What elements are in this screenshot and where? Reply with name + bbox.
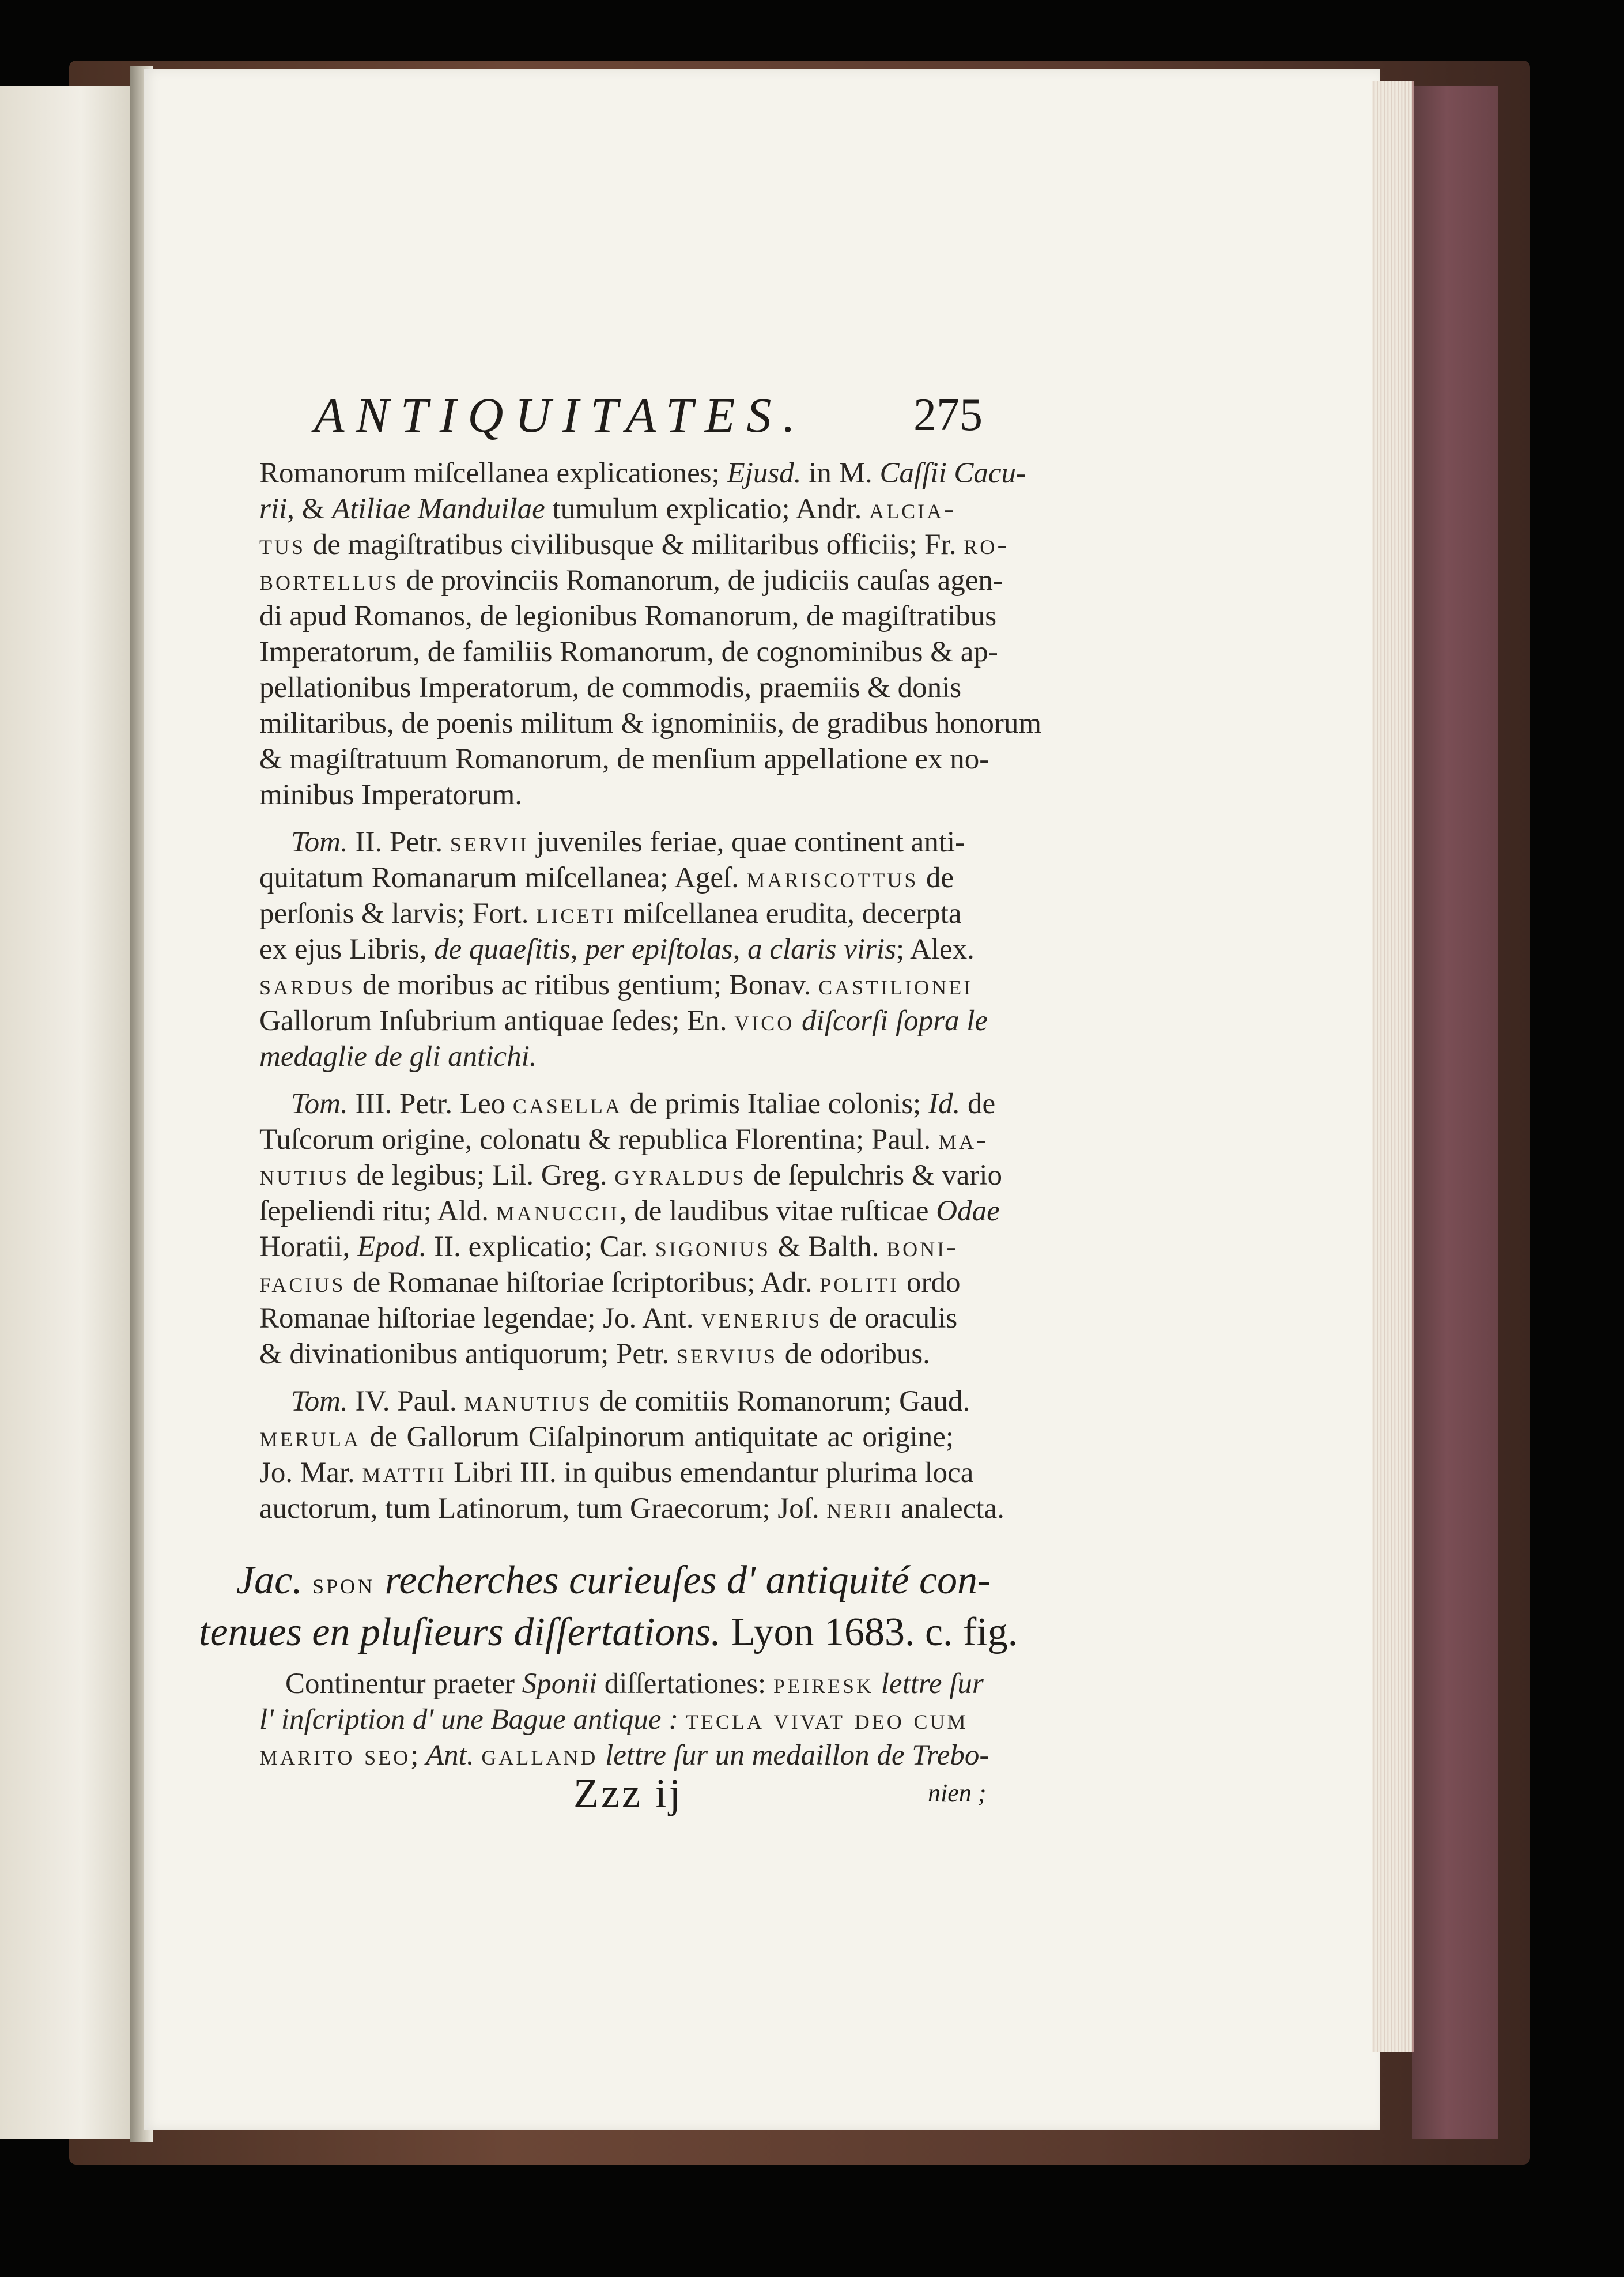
text-line: ſepeliendi ritu; Ald. manuccii, de laudibus vitae ruſticae Odae — [259, 1195, 1000, 1227]
text-line: Gallorum Inſubrium antiquae ſedes; En. vico diſcorſi ſopra le — [259, 1005, 988, 1037]
page-edges — [1372, 81, 1414, 2052]
text-line: auctorum, tum Latinorum, tum Graecorum; Joſ. nerii analecta. — [259, 1492, 1004, 1525]
text-line: Tom. IV. Paul. manutius de comitiis Romanorum; Gaud. — [291, 1385, 970, 1418]
text-line: ex ejus Libris, de quaeſitis, per epiſtolas, a claris viris; Alex. — [259, 933, 975, 966]
cover-edge — [1412, 86, 1498, 2139]
text-line: Tuſcorum origine, colonatu & republica Florentina; Paul. ma- — [259, 1124, 989, 1156]
text-line: perſonis & larvis; Fort. liceti miſcellanea erudita, decerpta — [259, 898, 962, 930]
page-number: 275 — [913, 390, 983, 440]
text-line: militaribus, de poenis militum & ignominiis, de gradibus honorum — [259, 707, 1042, 740]
text-line: & divinationibus antiquorum; Petr. servius de odoribus. — [259, 1338, 930, 1370]
text-line: merula de Gallorum Ciſalpinorum antiquitate ac origine; — [259, 1421, 954, 1453]
text-line: & magiſtratuum Romanorum, de menſium appellatione ex no- — [259, 743, 989, 775]
text-line: l' inſcription d' une Bague antique : tecla vivat deo cum — [259, 1703, 968, 1736]
text-line: Horatii, Epod. II. explicatio; Car. sigonius & Balth. boni- — [259, 1231, 959, 1263]
text-line: minibus Imperatorum. — [259, 779, 523, 811]
running-title: ANTIQUITATES. — [314, 387, 807, 443]
entry-heading-line: Jac. spon recherches curieuſes d' antiquité con- — [236, 1558, 991, 1603]
text-line: quitatum Romanarum miſcellanea; Ageſ. mariscottus de — [259, 862, 954, 894]
text-line: rii, & Atiliae Manduilae tumulum explicatio; Andr. alcia- — [259, 493, 957, 525]
catchword: nien ; — [928, 1779, 987, 1807]
text-line: Tom. II. Petr. servii juveniles feriae, quae continent anti- — [291, 826, 965, 858]
text-line: Romanorum miſcellanea explicationes; Ejusd. in M. Caſſii Cacu- — [259, 457, 1026, 489]
text-line: nutius de legibus; Lil. Greg. gyraldus de ſepulchris & vario — [259, 1159, 1003, 1192]
left-page-edge — [0, 86, 135, 2139]
text-line: medaglie de gli antichi. — [259, 1041, 537, 1073]
text-line: bortellus de provinciis Romanorum, de judiciis cauſas agen- — [259, 564, 1003, 597]
text-line: pellationibus Imperatorum, de commodis, praemiis & donis — [259, 672, 962, 704]
entry-heading-line: tenues en pluſieurs diſſertations. Lyon 1683. c. fig. — [199, 1610, 1018, 1654]
text-line: sardus de moribus ac ritibus gentium; Bonav. castilionei — [259, 969, 973, 1001]
text-line: Imperatorum, de familiis Romanorum, de cognominibus & ap- — [259, 636, 998, 668]
text-line: facius de Romanae hiſtoriae ſcriptoribus; Adr. politi ordo — [259, 1266, 961, 1299]
text-line: Jo. Mar. mattii Libri III. in quibus emendantur plurima loca — [259, 1457, 974, 1489]
signature-mark: Zzz ij — [573, 1770, 683, 1816]
text-line: di apud Romanos, de legionibus Romanorum, de magiſtratibus — [259, 600, 997, 632]
text-line: marito seo; Ant. galland lettre ſur un medaillon de Trebo- — [259, 1739, 989, 1771]
text-line: Romanae hiſtoriae legendae; Jo. Ant. venerius de oraculis — [259, 1302, 958, 1334]
text-line: tus de magiſtratibus civilibusque & militaribus officiis; Fr. ro- — [259, 529, 1010, 561]
text-line: Tom. III. Petr. Leo casella de primis Italiae colonis; Id. de — [291, 1088, 996, 1120]
text-line: Continentur praeter Sponii diſſertationes: peiresk lettre ſur — [285, 1668, 984, 1700]
